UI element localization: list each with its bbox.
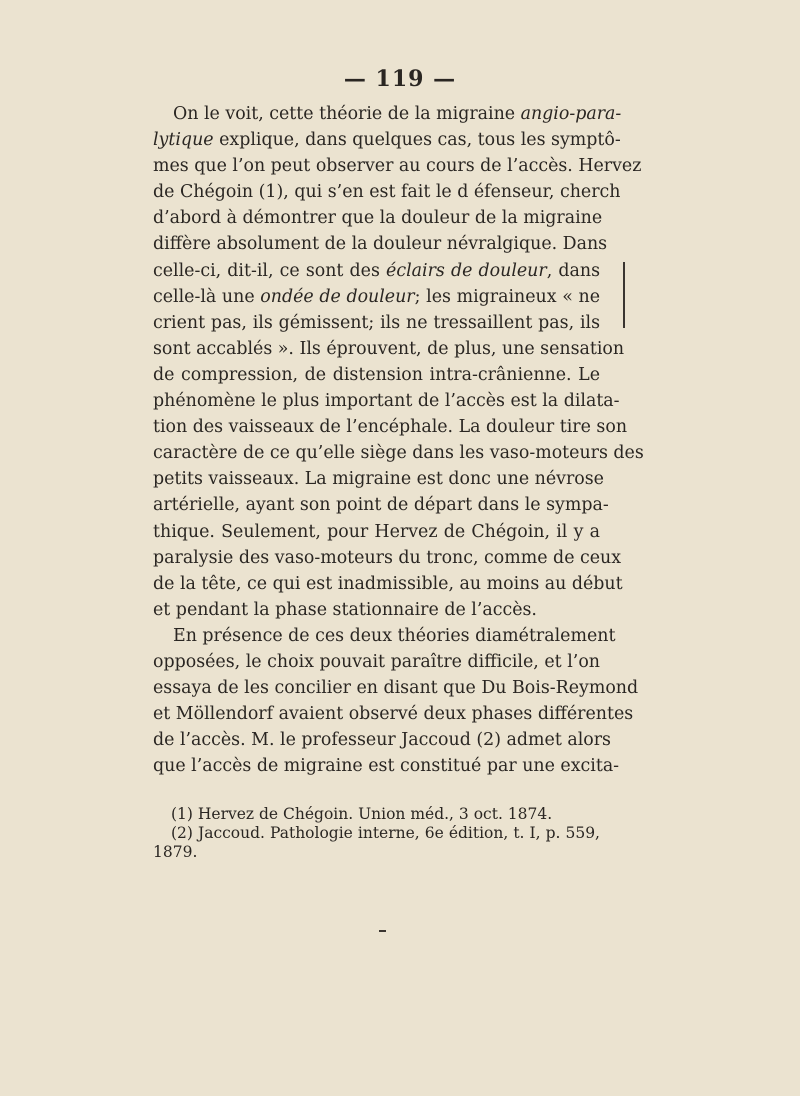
italic-text: angio-para-	[520, 104, 622, 124]
footnote-line: 1879.	[153, 843, 198, 861]
text-line	[153, 492, 609, 518]
text-segment: ; les migraineux « ne	[414, 286, 600, 307]
text-segment: crient pas, ils gémissent; ils ne tressaillent pas, ils	[153, 312, 600, 333]
footnote-line: (2) Jaccoud. Pathologie interne, 6e édition, t. I, p. 559,	[171, 824, 600, 842]
text-segment: En présence de ces deux théories diamétralement	[173, 625, 616, 646]
text-segment: , dans	[546, 260, 600, 281]
page-number: — 119 —	[343, 66, 457, 92]
text-line	[153, 284, 600, 310]
text-line	[153, 727, 611, 753]
text-line	[153, 545, 622, 571]
footnotes	[153, 805, 600, 862]
text-segment: que l’accès de migraine est constitué par une excita-	[153, 756, 620, 777]
text-segment: diffère absolument de la douleur névralgique. Dans	[153, 234, 608, 255]
text-line	[153, 179, 621, 205]
text-line	[153, 414, 628, 440]
footnote-line: (1) Hervez de Chégoin. Union méd., 3 oct. 1874.	[171, 805, 553, 823]
text-line	[153, 701, 634, 727]
text-segment: celle-là une	[153, 286, 261, 307]
text-segment: mes que l’on peut observer au cours de l’accès. Hervez	[153, 156, 642, 177]
printer-mark	[379, 930, 386, 932]
text-line	[153, 571, 623, 597]
text-segment: essaya de les concilier en disant que Du Bois-Reymond	[153, 678, 639, 699]
text-line	[153, 101, 622, 127]
text-segment: de l’accès. M. le professeur Jaccoud (2) admet alors	[153, 730, 611, 751]
text-line	[153, 310, 600, 336]
text-segment: petits vaisseaux. La migraine est donc une névrose	[153, 469, 604, 490]
text-segment: caractère de ce qu’elle siège dans les vaso-moteurs des	[153, 443, 644, 464]
text-segment: et Möllendorf avaient observé deux phases différentes	[153, 704, 634, 725]
text-segment: On le voit, cette théorie de la migraine	[173, 104, 521, 124]
text-segment: et pendant la phase stationnaire de l’accès.	[153, 599, 537, 620]
text-line	[153, 362, 600, 388]
text-segment: paralysie des vaso-moteurs du tronc, comme de ceux	[153, 547, 622, 568]
text-line	[153, 440, 644, 466]
text-segment: de compression, de distension intra-crânienne. Le	[153, 364, 600, 385]
text-segment: de Chégoin (1), qui s’en est fait le d éfenseur, cherch	[153, 182, 621, 203]
text-segment: opposées, le choix pouvait paraître difficile, et l’on	[153, 651, 600, 672]
text-segment: tion des vaisseaux de l’encéphale. La douleur tire son	[153, 417, 628, 438]
margin-mark	[623, 262, 625, 328]
text-line	[153, 519, 600, 545]
text-segment: d’abord à démontrer que la douleur de la migraine	[153, 208, 603, 229]
text-line	[153, 388, 620, 414]
text-line	[153, 258, 600, 284]
text-line	[153, 649, 600, 675]
text-segment: artérielle, ayant son point de départ dans le sympa-	[153, 495, 609, 516]
text-line	[153, 153, 642, 179]
text-segment: phénomène le plus important de l’accès est la dilata-	[153, 391, 620, 412]
text-line	[153, 597, 600, 623]
text-segment: thique. Seulement, pour Hervez de Chégoin, il y a	[153, 521, 600, 542]
text-segment: celle-ci, dit-il, ce sont des	[153, 260, 387, 281]
italic-text: lytique	[153, 130, 214, 151]
text-segment: sont accablés ». Ils éprouvent, de plus, une sensation	[153, 338, 625, 359]
text-line	[153, 336, 625, 362]
italic-text: ondée de douleur	[260, 286, 415, 307]
body-text	[153, 101, 644, 779]
text-line	[153, 466, 604, 492]
text-line	[153, 675, 639, 701]
text-segment: de la tête, ce qui est inadmissible, au moins au début	[153, 573, 623, 594]
text-line	[153, 205, 603, 231]
text-line	[153, 623, 616, 649]
text-line	[153, 127, 621, 153]
text-line	[153, 753, 620, 779]
italic-text: éclairs de douleur	[386, 260, 547, 281]
text-line	[153, 231, 608, 257]
text-segment: explique, dans quelques cas, tous les symptô-	[213, 130, 621, 151]
